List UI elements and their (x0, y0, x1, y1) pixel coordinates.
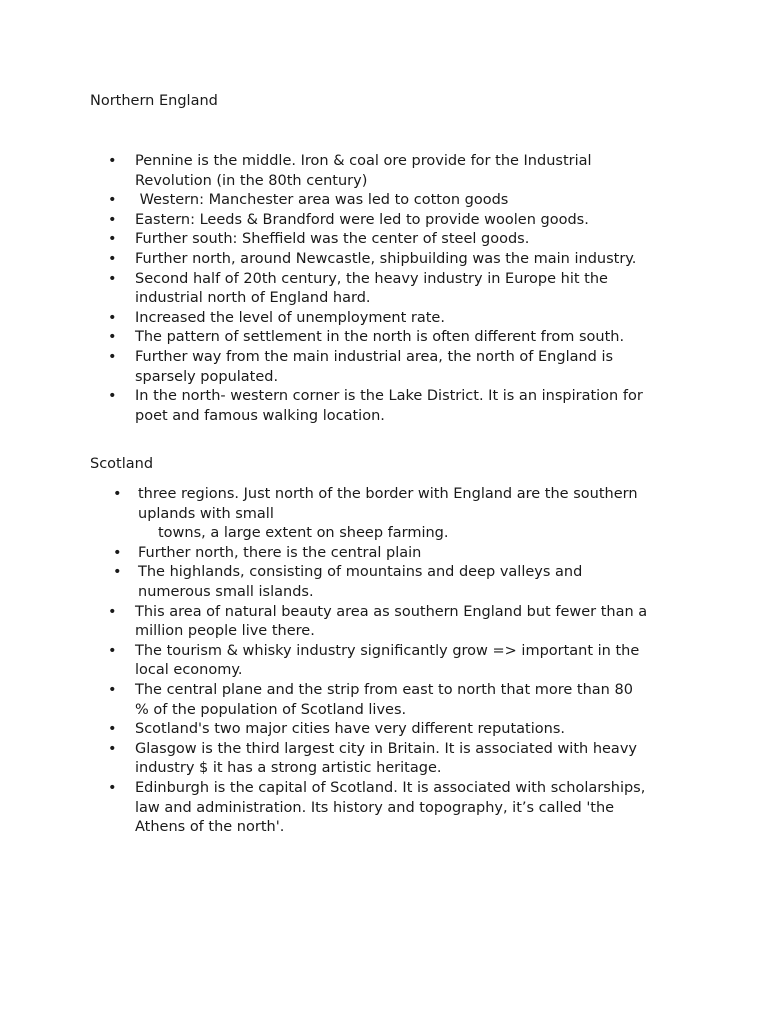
list-item: • The central plane and the strip from east to north that more than 80 % of the population of Scotland lives. (108, 681, 633, 718)
section-heading-scotland: Scotland (90, 456, 154, 472)
list-item: • The highlands, consisting of mountains and deep valleys and numerous small islands. (113, 564, 583, 600)
bullet-icon: • (108, 740, 117, 757)
bullet-icon: • (108, 270, 117, 287)
list-item: • In the north- western corner is the Lake District. It is an inspiration for poet and famous walking location. (108, 388, 643, 424)
bullet-icon: • (108, 329, 117, 346)
list-item: • The tourism & whisky industry significantly grow => important in the local economy. (108, 642, 640, 679)
bullet-icon: • (108, 192, 117, 209)
list-item: • Further north, there is the central plain (90, 544, 650, 564)
bullet-icon: • (113, 544, 122, 561)
bullet-icon: • (108, 721, 117, 738)
list-item: • Scotland's two major cities have very different reputations. (90, 720, 650, 740)
bullet-icon: • (113, 564, 122, 581)
bullet-icon: • (108, 603, 117, 620)
list-item: • Further south: Sheffield was the center of steel goods. (90, 230, 650, 250)
list-item: • Edinburgh is the capital of Scotland. It is associated with scholarships, law and administration. Its history and topography, it’s called 'the Athens of the north'. (108, 779, 646, 836)
list-item: • Pennine is the middle. Iron & coal ore provide for the Industrial Revolution (in the 80th century) (108, 153, 592, 189)
section-heading-northern-england: Northern England (90, 93, 218, 109)
bullet-icon: • (108, 231, 117, 248)
bullet-icon: • (108, 388, 117, 405)
list-item: • Glasgow is the third largest city in Britain. It is associated with heavy industry $ it has a strong artistic heritage. (108, 740, 637, 777)
bullet-icon: • (108, 642, 117, 659)
list-item: • Eastern: Leeds & Brandford were led to provide woolen goods. (90, 211, 650, 231)
scotland-list (90, 485, 650, 838)
list-item: • Second half of 20th century, the heavy industry in Europe hit the industrial north of England hard. (108, 270, 608, 307)
bullet-icon: • (108, 779, 117, 796)
northern-england-list (90, 152, 650, 426)
list-item: • Further north, around Newcastle, shipbuilding was the main industry. (90, 250, 650, 270)
bullet-icon: • (108, 348, 117, 365)
list-item: • The pattern of settlement in the north is often different from south. (90, 328, 650, 348)
bullet-icon: • (108, 681, 117, 698)
list-item: • Western: Manchester area was led to cotton goods (90, 191, 650, 211)
list-item: • Increased the level of unemployment rate. (90, 309, 650, 329)
bullet-icon: • (108, 250, 117, 267)
list-item: • three regions. Just north of the border with England are the southern uplands with small towns, a large extent on sheep farming. (113, 486, 638, 542)
bullet-icon: • (108, 153, 117, 169)
bullet-icon: • (113, 486, 122, 502)
list-item: • This area of natural beauty area as southern England but fewer than a million people live there. (108, 603, 648, 640)
bullet-icon: • (108, 211, 117, 228)
bullet-icon: • (108, 309, 117, 326)
list-item: • Further way from the main industrial area, the north of England is sparsely populated. (108, 348, 614, 385)
